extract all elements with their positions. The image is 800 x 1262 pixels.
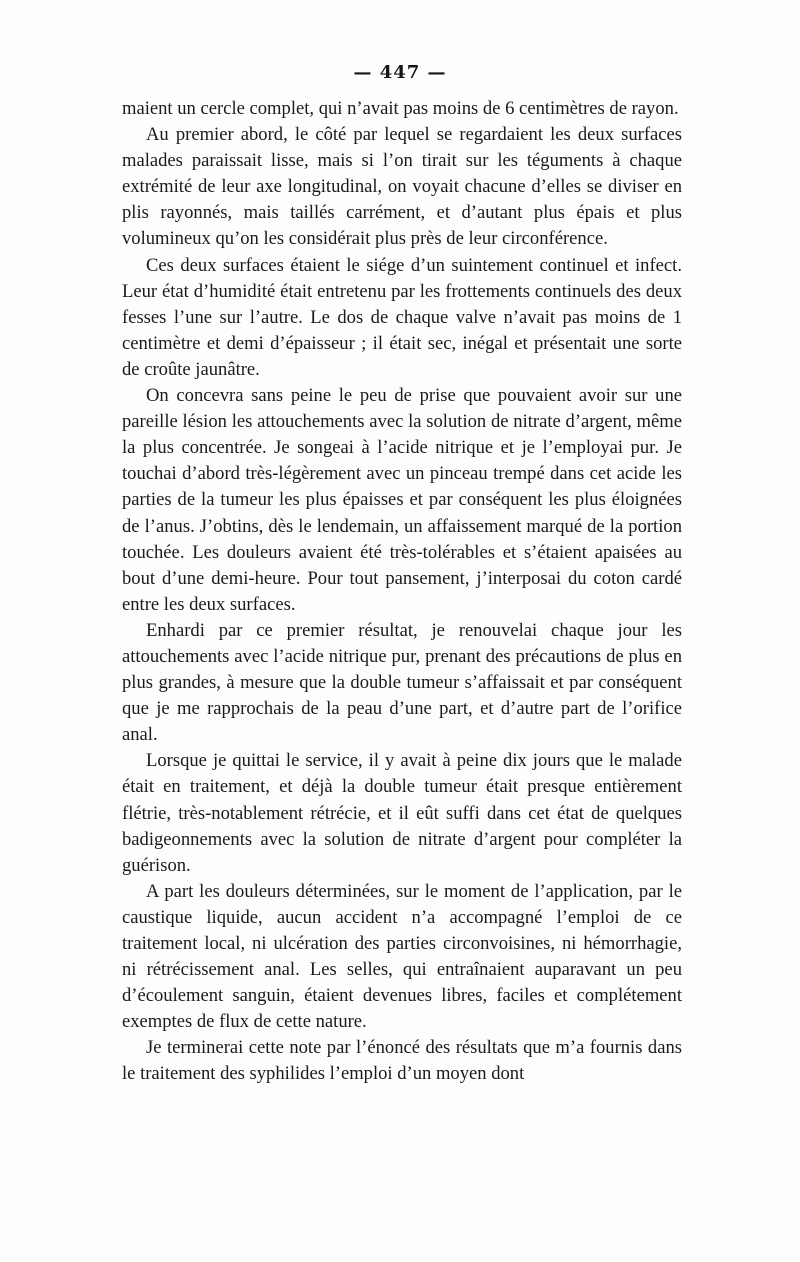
paragraph-3: Ces deux surfaces étaient le siége d’un suintement continuel et infect. Leur état d’humidité était entretenu par les frottements continuels des deux fesses l’une sur l’autre. Le dos de chaque valve n’avait pas moins de 1 centimètre et demi d’épaisseur ; il était sec, inégal et présentait une sorte de croûte jaunâtre. <box>122 254 682 380</box>
page-number-header: — 447 — <box>353 62 447 83</box>
paragraph-7: A part les douleurs déterminées, sur le moment de l’application, par le caustique liquide, aucun accident n’a accompagné l’emploi de ce traitement local, ni ulcération des parties circonvoisines, ni hémorrhagie, ni rétrécissement anal. Les selles, qui entraînaient auparavant un peu d’écoulement sanguin, étaient devenues libres, faciles et complétement exemptes de flux de cette nature. <box>122 880 682 1033</box>
paragraph-1: maient un cercle complet, qui n’avait pas moins de 6 centimètres de rayon. <box>122 98 679 119</box>
paragraph-6: Lorsque je quittai le service, il y avait à peine dix jours que le malade était en traitement, et déjà la double tumeur était presque entièrement flétrie, très-notablement rétrécie, et il eût suffi dans cet état de quelques badigeonnements avec la solution de nitrate d’argent pour compléter la guérison. <box>122 750 682 876</box>
paragraph-4: On concevra sans peine le peu de prise que pouvaient avoir sur une pareille lésion les attouchements avec la solution de nitrate d’argent, même la plus concentrée. Je songeai à l’acide nitrique et je l’employai pur. Je touchai d’abord très-légèrement avec un pinceau trempé dans cet acide les parties de la tumeur les plus épaisses et par conséquent les plus éloignées de l’anus. J’obtins, dès le lendemain, un affaissement marqué de la portion touchée. Les douleurs avaient été très-tolérables et s’étaient apaisées au bout d’une demi-heure. Pour tout pansement, j’interposai du coton cardé entre les deux surfaces. <box>122 385 682 615</box>
body-text <box>122 96 682 1088</box>
paragraph-5: Enhardi par ce premier résultat, je renouvelai chaque jour les attouchements avec l’acide nitrique pur, prenant des précautions de plus en plus grandes, à mesure que la double tumeur s’affaissait et par conséquent que je me rapprochais de la peau d’une part, et d’autre part de l’orifice anal. <box>122 619 682 746</box>
paragraph-2: Au premier abord, le côté par lequel se regardaient les deux surfaces malades paraissait lisse, mais si l’on tirait sur les téguments à chaque extrémité de leur axe longitudinal, on voyait chacune d’elles se diviser en plis rayonnés, mais taillés carrément, et d’autant plus épais et plus volumineux qu’on les considérait plus près de leur circonférence. <box>122 124 682 250</box>
paragraph-8: Je terminerai cette note par l’énoncé des résultats que m’a fournis dans le traitement des syphilides l’emploi d’un moyen dont <box>122 1037 682 1085</box>
